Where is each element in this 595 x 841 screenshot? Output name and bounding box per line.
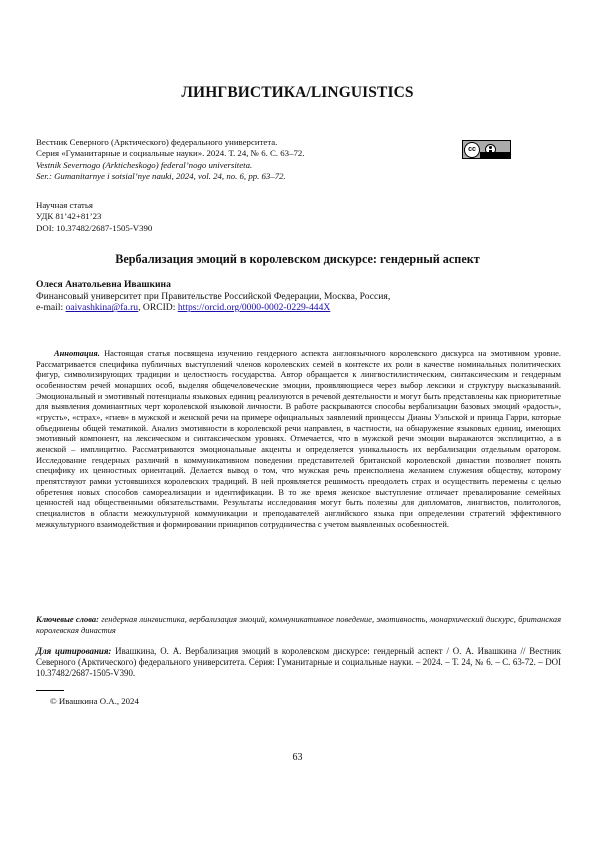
udc-code: УДК 81’42+81’23 (36, 211, 102, 222)
article-meta (36, 200, 152, 234)
doi: DOI: 10.37482/2687-1505-V390 (36, 222, 153, 233)
journal-info (36, 137, 436, 183)
journal-line-en-1: Vestnik Severnogo (Arkticheskogo) federal’nogo universiteta. (36, 159, 253, 170)
journal-line-en-2: Ser.: Gumanitarnye i sotsial’nye nauki, 2024, vol. 24, no. 6, pp. 63–72. (36, 171, 286, 182)
abstract-text: Настоящая статья посвящена изучению гендерного аспекта англоязычного королевского дискурса на эмотивном уровне. Рассматривается специфика публичных выступлений членов королевских семей в контексте их роли в качестве номинальных политических фигур, символизирующих традиции и целостность государства. Автор обращается к лингвостилистическим, синтаксическим и гендерным особенностям речей монарших особ, выделяя общечеловеческие эмоции, проявляющиеся через выбор лексики и структуру высказываний. Эмоциональный и эмотивный потенциалы языковых единиц реализуются в речевой деятельности и могут быть представлены как приоритетные для выявления доминантных черт королевской языковой личности. В работе раскрываются способы вербализации базовых эмоций «радость», «грусть», «страх», «гнев» в мужской и женской речи на примере официальных заявлений принцессы Дианы Уэльской и принца Гарри, которые объединены общей тематикой. Анализ эмотивности в королевской речи направлен, в частности, на обнаружение языковых единиц, имеющих эмотивный компонент, на лексическом и синтаксическом уровнях. Отмечается, что в мужской речи эмоции выражаются эксплицитно, а в женской – имплицитно. Рассматриваются эмоциональные акценты и определяется уникальность их вербализации отдельным оратором. Исследование гендерных различий в коммуникативном поведении представителей британской королевской династии позволяет понять специфику их ценностных ориентаций. Делается вывод о том, что мужская речь преисполнена желанием служения обществу, которому препятствуют рамки устоявшихся королевских традиций. В ней проявляется решимость преодолеть страх и осуществить перемены с целью обретения новых способов самореализации и идентификации. В то же время женское выступление отличает превалирование семейных ценностей над общественными обязательствами. Результаты исследования могут быть полезны для дипломатов, лингвистов, политологов, специалистов в области межкультурной коммуникации и преподавателей английского языка при определении стратегий эффективного межкультурного взаимодействия и формировании принципов сотрудничества с учетом выявленных особенностей. (36, 348, 561, 529)
author-contacts (36, 302, 561, 314)
orcid-link[interactable]: https://orcid.org/0000-0002-0229-444X (177, 302, 331, 314)
author-block (36, 279, 561, 314)
citation (36, 646, 561, 680)
article-type: Научная статья (36, 200, 93, 210)
citation-text: Ивашкина, О. А. Вербализация эмоций в королевском дискурсе: гендерный аспект / О. А. Ивашкина // Вестник Северного (Арктического) федерального университета. Серия: Гуманитарные и социальные науки. – 2024. – Т. 24, № 6. – С. 63-72. – DOI 10.37482/2687-1505-V390. (36, 646, 561, 679)
orcid-prefix: , ORCID: (138, 302, 178, 314)
badge-strip (480, 152, 510, 158)
page-number: 63 (292, 752, 303, 763)
journal-line-ru-1: Вестник Северного (Арктического) федерального университета. (36, 137, 278, 147)
email-prefix: e-mail: (36, 302, 66, 314)
abstract-label: Аннотация. (54, 348, 100, 358)
cc-by-icon[interactable] (462, 140, 511, 159)
keywords (36, 614, 561, 635)
keywords-text: гендерная лингвистика, вербализация эмоций, коммуникативное поведение, эмотивность, монархический дискурс, британская королевская династия (36, 614, 561, 635)
section-heading: ЛИНГВИСТИКА/LINGUISTICS (181, 84, 414, 101)
article-title: Вербализация эмоций в королевском дискурсе: гендерный аспект (115, 252, 480, 266)
email-link[interactable]: oaivashkina@fa.ru (65, 302, 139, 314)
journal-line-ru-2: Серия «Гуманитарные и социальные науки». 2024. Т. 24, № 6. С. 63–72. (36, 148, 305, 159)
cc-icon: cc (464, 142, 480, 158)
abstract (36, 348, 561, 529)
copyright: © Ивашкина О.А., 2024 (50, 696, 139, 706)
author-name: Олеся Анатольевна Ивашкина (36, 279, 171, 290)
keywords-label: Ключевые слова: (36, 614, 99, 624)
citation-label: Для цитирования: (36, 646, 112, 656)
footnote-divider (36, 690, 64, 691)
author-affiliation: Финансовый университет при Правительстве Российской Федерации, Москва, Россия, (36, 290, 391, 302)
